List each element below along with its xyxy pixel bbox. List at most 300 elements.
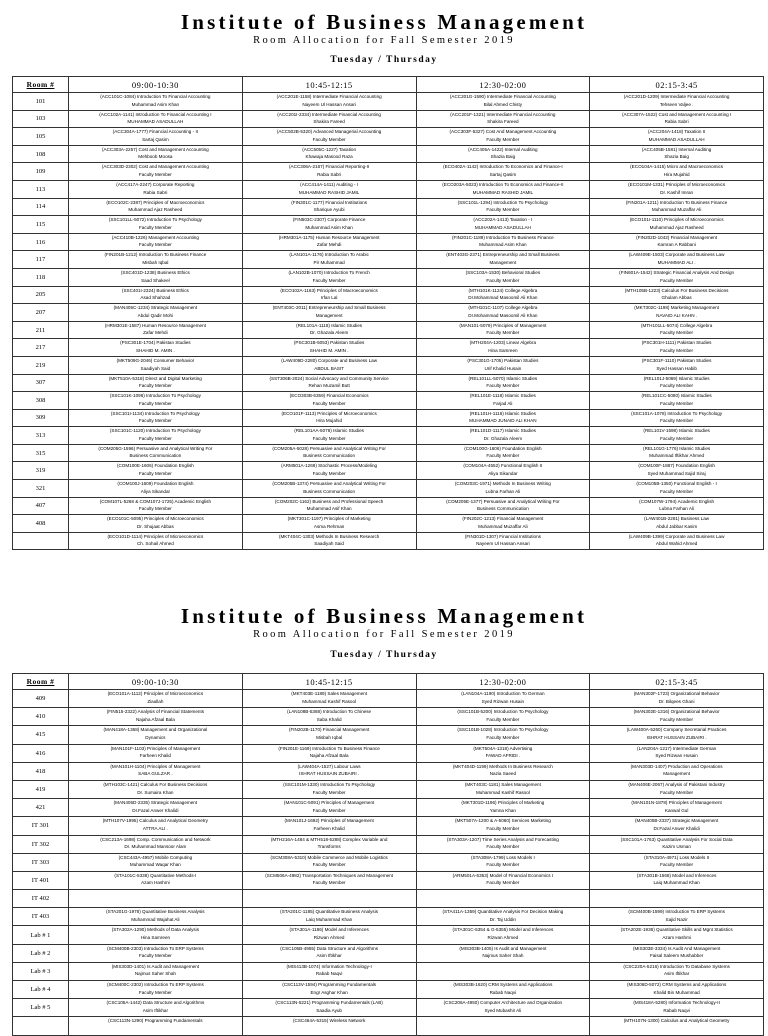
schedule-cell [242, 708, 416, 726]
course-label: (MIS413B-1074) Information Technology-I [286, 963, 372, 969]
course-label: (MTH103C-1421) Calculus For Business Decisions [103, 781, 208, 787]
room-number: 319 [13, 462, 69, 480]
instructor-label: Syed Rizwan Husain [655, 753, 698, 759]
room-number [13, 532, 69, 550]
course-label: (LAN101A-1176) Introduction To Arabic [289, 252, 369, 258]
course-label: (SCM400C-2302) Introduction To ERP Systems [106, 982, 204, 987]
course-label: (LAW409E-1503) Corporate and Business Law [628, 252, 725, 258]
instructor-label: Muhammad Kashif Rasool [302, 698, 357, 704]
course-label: (COM203C-1971) Methods In Business Writing [454, 481, 551, 487]
instructor-label: Mehboob Moosa [138, 154, 173, 160]
schedule-cell [242, 908, 416, 926]
schedule-cell [590, 128, 764, 146]
instructor-label: Rabia Sabri [664, 119, 689, 125]
schedule-cell [242, 497, 416, 515]
course-label: (ACC204A-1418) Taxation II [647, 129, 706, 135]
schedule-cell [242, 817, 416, 835]
schedule-cell [69, 268, 243, 286]
course-label: (REL101LL-5070) Islamic Studies [468, 375, 538, 381]
schedule-cell [590, 871, 764, 889]
schedule-cell [242, 871, 416, 889]
course-label: (SCM400B-1599) Introduction To ERP Systems [628, 909, 725, 915]
schedule-cell [242, 981, 416, 999]
course-label: (HRM301E-1587) Human Resource Management [104, 322, 206, 328]
schedule-cell [69, 321, 243, 339]
course-label: (ECO101C-5095) Principles of Microeconomics [107, 516, 204, 522]
page-title: Institute of Business Management [180, 604, 588, 628]
schedule-cell [69, 93, 243, 111]
schedule-cell [416, 515, 590, 533]
instructor-label: Dr.Mohammad Masoomil Ali Khan [468, 295, 538, 301]
instructor-label: Rabia Sabri [317, 171, 342, 177]
course-label: (PSC301F-1110) Pakistan Studies [641, 357, 712, 363]
instructor-label: Faculty Member [486, 862, 520, 868]
course-label: (FIN201B-1212) Introduction To Business Finance [104, 252, 207, 258]
table-row [13, 304, 764, 322]
schedule-cell [416, 871, 590, 889]
course-label: (COM205B-1374) Persuasive and Analytical Writing For [272, 481, 386, 487]
course-label: (FIN201A-1211) Introduction To Business Finance [625, 199, 728, 205]
schedule-cell [69, 532, 243, 550]
instructor-label: Faculty Member [312, 400, 346, 406]
schedule-cell [590, 427, 764, 445]
course-label: (SSC101I-1134) Introduction To Psychology [110, 410, 200, 416]
room-number: Lab # 3 [13, 962, 69, 980]
instructor-label: Faculty Member [138, 418, 172, 424]
schedule-cell [242, 180, 416, 198]
course-label: (LAW404A-1527) Labour Laws [297, 763, 361, 769]
course-label: (LAW400A-5260) Company Secretarial Practices [626, 727, 727, 733]
schedule-cell [590, 480, 764, 498]
instructor-label: Rabab Naqvi [489, 989, 517, 995]
course-label: (MAN101F-1103) Principles of Management [110, 745, 201, 751]
schedule-cell [590, 532, 764, 550]
instructor-label: Sartaj Qasim [489, 171, 517, 177]
instructor-label: Dr.Mohammad Masoomil Ali Khan [468, 312, 538, 318]
instructor-label: Misbah Iqbal [142, 259, 169, 265]
instructor-label: Dr. Shujaat Abbas [136, 523, 174, 529]
instructor-label: Faculty Member [312, 435, 346, 441]
schedule-cell [242, 944, 416, 962]
course-label: (ECO303B-5359) Financial Economics [289, 393, 369, 399]
course-label: (PSC301H-1111) Pakistan Studies [641, 340, 712, 346]
instructor-label: Pir Muhammad [313, 259, 345, 265]
table-row [13, 817, 764, 835]
course-label: (FIN515-2322) Analysis of Financial Statements [106, 709, 205, 715]
room-allocation-table [12, 76, 764, 550]
instructor-label: MUHAMMAD JUNAID ALI KHAN [469, 418, 537, 424]
schedule-cell [416, 321, 590, 339]
table-row [13, 726, 764, 744]
course-label: (SSC101C-1120) Introduction To Psychology [109, 428, 201, 434]
course-label: (ECO104A-1415) Micro and Macroeconomics [630, 164, 724, 170]
course-label: (MKT404C-1303) Methods In Business Research [278, 533, 380, 539]
schedule-cell [69, 999, 243, 1017]
course-label: (ARM501A-5353) Model of Financial Economics I [452, 872, 554, 878]
instructor-label: Faculty Member [138, 953, 172, 959]
table-row [13, 392, 764, 410]
course-label: (ACC102A-1141) Introduction To Financial Accounting I [99, 111, 212, 117]
instructor-label: Faculty Member [138, 171, 172, 177]
course-label: (ACC405A-1422) Internal Auditing [468, 146, 538, 152]
course-label: (ACC306A-2167) Financial Reporting-II [289, 164, 370, 170]
instructor-label: Shakira Fareed [487, 119, 519, 125]
instructor-label: Asad Shahzad [140, 295, 171, 301]
instructor-label: Najmus Saher Shah [482, 953, 524, 959]
instructor-label: SHAHID M. AMIN . [135, 347, 175, 353]
room-number: 308 [13, 392, 69, 410]
table-row [13, 497, 764, 515]
course-label: (CSC443A-4957) Mobile Computing [118, 854, 193, 860]
slot-header: 12:30-02:00 [416, 77, 590, 93]
instructor-label: Faculty Member [138, 989, 172, 995]
course-label: (CSC113N-5221) Programming Fundamentals (LAB) [275, 1000, 383, 1006]
course-label: (MAN405C-1234) Strategic Management [113, 305, 198, 311]
schedule-cell [242, 1017, 416, 1035]
course-label: (MKT507A-1200 & A-5060) Services Marketing [455, 818, 551, 824]
schedule-cell [590, 110, 764, 128]
course-label: (CSC220A-5216) Introduction To Database Systems [623, 963, 730, 969]
course-label: (FIN201C-1189) Introduction To Business Finance [452, 234, 554, 240]
course-label: (MTH107V-1995) Calculus and Analytical Geometry [102, 818, 208, 824]
course-label: (LAW409B-1399) Corporate and Business Law [628, 533, 725, 539]
instructor-label: Saadia Ayub [316, 1007, 342, 1013]
room-number: 408 [13, 515, 69, 533]
schedule-cell [590, 944, 764, 962]
room-number: 219 [13, 356, 69, 374]
schedule-cell [69, 427, 243, 445]
course-label: (REL101H-1116) Islamic Studies [469, 410, 536, 416]
course-label: (ACC303F-5327) Cost And Management Accounting [449, 129, 557, 135]
instructor-label: Faculty Member [138, 224, 172, 230]
schedule-cell [69, 926, 243, 944]
schedule-cell [416, 163, 590, 181]
schedule-cell [590, 1017, 764, 1035]
instructor-label: Laiq Muhammad Khan [306, 916, 353, 922]
instructor-label: Najmus Saher Shah [134, 971, 176, 977]
instructor-label: Dr. Muhammad Mansoor Alam [124, 844, 187, 850]
course-label: (FIN301C-1177) Financial Institutions [291, 199, 367, 205]
table-header-row [13, 674, 764, 690]
room-number: 217 [13, 339, 69, 357]
room-number: Lab # 2 [13, 944, 69, 962]
instructor-label: Muhammad Asif Khan [306, 506, 352, 512]
course-label: (CSC213A-1698) Comp. Communication and Network [100, 836, 211, 842]
instructor-label: Shazia Baig [490, 154, 516, 160]
course-label: (MAN101C-5091) Principles of Management [283, 800, 375, 806]
room-number: Lab # 5 [13, 999, 69, 1017]
course-label: (ACC202A-1413) Taxation - I [473, 217, 533, 223]
instructor-label: Faculty Member [660, 435, 694, 441]
instructor-label: ABDUL BASIT [314, 365, 344, 371]
table-row [13, 286, 764, 304]
course-label: (SCM506A-4982) Transportation Techniques and Management [265, 872, 394, 878]
course-label: (ACC201F-1321) Intermediate Financial Accounting [450, 111, 556, 117]
room-number: 416 [13, 744, 69, 762]
table-row [13, 198, 764, 216]
schedule-cell [242, 744, 416, 762]
instructor-label: Muhammad Wajahat Ali [131, 916, 180, 922]
schedule-cell [242, 339, 416, 357]
schedule-cell [590, 304, 764, 322]
schedule-cell [590, 981, 764, 999]
schedule-cell [242, 515, 416, 533]
course-label: (ACC201D-1209) Intermediate Financial Accounting [623, 94, 730, 99]
course-label: (MAN406E-2067) Analysis of Pakistani Industry [628, 781, 725, 787]
schedule-cell [590, 497, 764, 515]
schedule-cell [69, 444, 243, 462]
course-label: (SCM308A-5310) Mobile Commerce and Mobile Logistics [270, 854, 388, 860]
schedule-cell [69, 515, 243, 533]
schedule-cell [416, 744, 590, 762]
course-label: (REL101G-1776) Islamic Studies [643, 445, 711, 451]
course-label: (COM205E-1377) Persuasive and Analytical Writing For [446, 498, 560, 504]
schedule-cell [69, 304, 243, 322]
instructor-label: Dr. Ghazala Aleem [309, 330, 349, 336]
instructor-label: Najaha Afzaal Bala [309, 753, 349, 759]
schedule-cell [69, 853, 243, 871]
schedule-cell [242, 93, 416, 111]
course-label: (MKT302C-1198) Marketing Management [634, 305, 719, 311]
schedule-cell [590, 908, 764, 926]
course-label: (REL101J-5069) Islamic Studies [643, 375, 710, 381]
course-label: (STA301C-5354 & G-5355) Model and Inferences [452, 927, 554, 933]
schedule-cell [242, 286, 416, 304]
instructor-label: Faculty Member [138, 506, 172, 512]
course-label: (SSC101B-5200) Introduction To Psychology [457, 709, 549, 715]
course-label: (ACC414A-1411) Auditing - I [300, 181, 359, 187]
instructor-label: Engr Asghar Khan [310, 989, 348, 995]
course-label: (ACC201E-1158) Intermediate Financial Accounting [276, 94, 382, 99]
course-label: (ACC201G-1590) Intermediate Financial Accounting [449, 94, 556, 99]
instructor-label: Faculty Member [486, 383, 520, 389]
room-number: IT 303 [13, 853, 69, 871]
slot-header: 09:00-10:30 [69, 77, 243, 93]
instructor-label: Faculty Member [486, 136, 520, 142]
slot-header: 10:45-12:15 [242, 77, 416, 93]
room-number: 315 [13, 444, 69, 462]
schedule-cell [242, 110, 416, 128]
instructor-label: Dynamics [145, 734, 166, 740]
course-label: (LAN204A-1217) Intermediate German [637, 745, 717, 751]
course-label: (ECO101M-1331) Principles of Microeconomics [628, 181, 726, 187]
course-label: (CSC105A-1442) Data Structure and Algorithms [106, 1000, 205, 1006]
schedule-cell [69, 216, 243, 234]
schedule-cell [416, 690, 590, 708]
instructor-label: Syed Rizwan Husain [481, 698, 525, 704]
schedule-cell [416, 462, 590, 480]
course-label: (CSC105B-4955) Data Structure and Algorithms [280, 945, 379, 951]
table-row [13, 128, 764, 146]
course-label: (PSC301E-1704) Pakistan Studies [120, 340, 191, 346]
instructor-label: Dr. Sumaira Khan [137, 789, 174, 795]
room-number: 108 [13, 145, 69, 163]
course-label: (SCM400B-2303) Introduction To ERP Systems [107, 945, 204, 951]
instructor-label: Najaha Afzaal Bala [135, 716, 175, 722]
instructor-label: Nayeem Ul Hassan Ansari [302, 101, 356, 107]
instructor-label: Faculty Member [486, 330, 520, 336]
schedule-cell [69, 286, 243, 304]
instructor-label: Faculty Member [660, 383, 694, 389]
schedule-cell [590, 216, 764, 234]
schedule-cell [69, 762, 243, 780]
instructor-label: Irfan Lal [320, 295, 338, 301]
table-row [13, 690, 764, 708]
schedule-cell [416, 93, 590, 111]
instructor-label: SABA GULZAR . [138, 771, 173, 777]
schedule-cell [416, 962, 590, 980]
schedule-cell [242, 374, 416, 392]
table-row [13, 233, 764, 251]
schedule-cell [416, 374, 590, 392]
schedule-cell [416, 890, 590, 908]
instructor-label: Abdul Jabbar Kasim [656, 523, 698, 529]
instructor-label: Saadiyah Said [140, 365, 171, 371]
schedule-cell [416, 762, 590, 780]
schedule-cell [590, 321, 764, 339]
course-label: (ECO102A-1163) Principles of Macroeconomics [280, 287, 378, 293]
instructor-label: Lubna Farhan Ali [659, 506, 694, 512]
instructor-label: Faculty Member [312, 807, 346, 813]
course-label: (MTH101C-1107) College Algebra [468, 305, 538, 311]
course-label: (CSC113V-1594) Programming Fundamentals [282, 982, 377, 987]
room-number: 307 [13, 374, 69, 392]
schedule-cell [242, 726, 416, 744]
schedule-cell [416, 799, 590, 817]
days-label: Tuesday / Thursday [330, 650, 438, 660]
table-row [13, 762, 764, 780]
course-label: (REL101AA-5078) Islamic Studies [294, 428, 364, 434]
course-label: (LAN104A-1190) Introduction To German [461, 691, 545, 696]
instructor-label: Faculty Member [138, 242, 172, 248]
schedule-cell [69, 497, 243, 515]
schedule-cell [416, 926, 590, 944]
room-number: IT 402 [13, 890, 69, 908]
instructor-label: Dr. Ghazala Aleem [483, 435, 523, 441]
schedule-cell [416, 198, 590, 216]
instructor-label: Muhammad Asim Khan [479, 242, 527, 248]
course-label: (SSC101K-1096) Introduction To Psychology [109, 393, 201, 399]
course-label: (STA201G-1978) Quantitative Business Analysis [106, 909, 205, 915]
instructor-label: MUHAMMAD ASADULLAH [474, 224, 531, 230]
course-label: (LAN102B-1070) Introduction To French [288, 269, 370, 275]
course-label: (ACC417A-2247) Corporate Reporting [116, 181, 195, 187]
schedule-cell [69, 356, 243, 374]
schedule-cell [242, 409, 416, 427]
schedule-cell [69, 708, 243, 726]
schedule-cell [242, 853, 416, 871]
room-number: IT 403 [13, 908, 69, 926]
instructor-label: Farjad Ali [493, 400, 513, 406]
schedule-cell [242, 926, 416, 944]
table-row [13, 145, 764, 163]
instructor-label: Saadiyah Said [314, 541, 344, 547]
schedule-cell [416, 1017, 590, 1035]
schedule-cell [69, 871, 243, 889]
course-label: (SSC101A-1763) Quantitative Analysis For Social Data [620, 836, 733, 842]
slot-header: 10:45-12:15 [242, 674, 416, 690]
course-label: (COM100E-1606) Foundation English [116, 463, 194, 469]
schedule-cell [69, 890, 243, 908]
instructor-label: NAVAID ALI KAHN . [656, 312, 698, 318]
course-label: (MIS306D-5072) CRM Systems and Applications [626, 982, 727, 987]
page-subtitle: Room Allocation for Fall Semester 2019 [253, 629, 515, 640]
instructor-label: Tehseen Valjee . [659, 101, 694, 107]
schedule-cell [69, 180, 243, 198]
course-label: (MAN101N-1878) Principles of Management [631, 800, 722, 806]
schedule-cell [416, 286, 590, 304]
schedule-cell [590, 853, 764, 871]
instructor-label: Muhammad Asim Khan [305, 224, 353, 230]
schedule-cell [590, 233, 764, 251]
schedule-cell [590, 268, 764, 286]
schedule-cell [590, 835, 764, 853]
course-label: (ACC303A-2257) Cost and Management Accounting [102, 146, 209, 152]
schedule-cell [590, 799, 764, 817]
schedule-cell [242, 835, 416, 853]
schedule-cell [590, 93, 764, 111]
course-label: (ECO101F-1113) Principles of Microeconomics [281, 410, 377, 416]
instructor-label: Transforms [317, 844, 341, 850]
instructor-label: Faculty Member [486, 880, 520, 886]
course-label: (PSC301G-1705) Pakistan Studies [467, 357, 539, 363]
instructor-label: Dr. Kashif Imran [660, 189, 694, 195]
schedule-cell [69, 163, 243, 181]
course-label: (STA202E-1938) Quantitative Skills and Mgnt Statistics [620, 927, 733, 933]
instructor-label: Faculty Member [312, 136, 346, 142]
course-label: (FIN201E-1169) Introduction To Business Finance [278, 745, 380, 751]
course-label: (STA301B-1568) Model and Inferences [636, 872, 717, 878]
course-label: (STA302A-1290) Methods of Data Analysis [111, 927, 199, 933]
schedule-cell [69, 145, 243, 163]
instructor-label: Sharique Ayubi [313, 207, 345, 213]
room-number: 419 [13, 780, 69, 798]
table-row [13, 835, 764, 853]
instructor-label: Business Communication [129, 453, 182, 459]
table-row [13, 780, 764, 798]
instructor-label: Faculty Member [138, 435, 172, 441]
instructor-label: Rabab Naqvi [663, 1007, 690, 1013]
instructor-label: Azam Hashmi [141, 880, 170, 886]
instructor-label: Saad Shakeel [141, 277, 170, 283]
room-number: 114 [13, 198, 69, 216]
course-label: (STA201C-1185) Quantitative Business Analysis [280, 909, 379, 915]
table-row [13, 356, 764, 374]
schedule-cell [590, 726, 764, 744]
schedule-cell [69, 835, 243, 853]
instructor-label: Faculty Member [486, 825, 520, 831]
days-label: Tuesday / Thursday [330, 55, 438, 65]
course-label: (COM205A-5028) Persuasive and Analytical Writing For [272, 445, 386, 451]
table-row [13, 515, 764, 533]
instructor-label: Ghulam Abbas [661, 295, 692, 301]
course-label: (FIN202B-1170) Financial Management [288, 727, 370, 733]
instructor-label: SHAHID M. AMIN . [309, 347, 349, 353]
schedule-cell [416, 409, 590, 427]
schedule-cell [590, 708, 764, 726]
instructor-label: Faculty Member [312, 471, 346, 477]
course-label: (COM100F-1887) Foundation English [638, 463, 715, 469]
schedule-cell [242, 198, 416, 216]
instructor-label: Rabab Naqvi [315, 971, 343, 977]
course-label: (FIN202D-1042) Financial Management [636, 234, 718, 240]
instructor-label: Faculty Member [660, 789, 694, 795]
room-number: 410 [13, 708, 69, 726]
schedule-cell [590, 962, 764, 980]
instructor-label: Faculty Member [486, 453, 520, 459]
instructor-label: MUHAMMAD ASADULLAH [127, 119, 184, 125]
course-label: (MTH101K-1124) College Algebra [468, 287, 538, 293]
